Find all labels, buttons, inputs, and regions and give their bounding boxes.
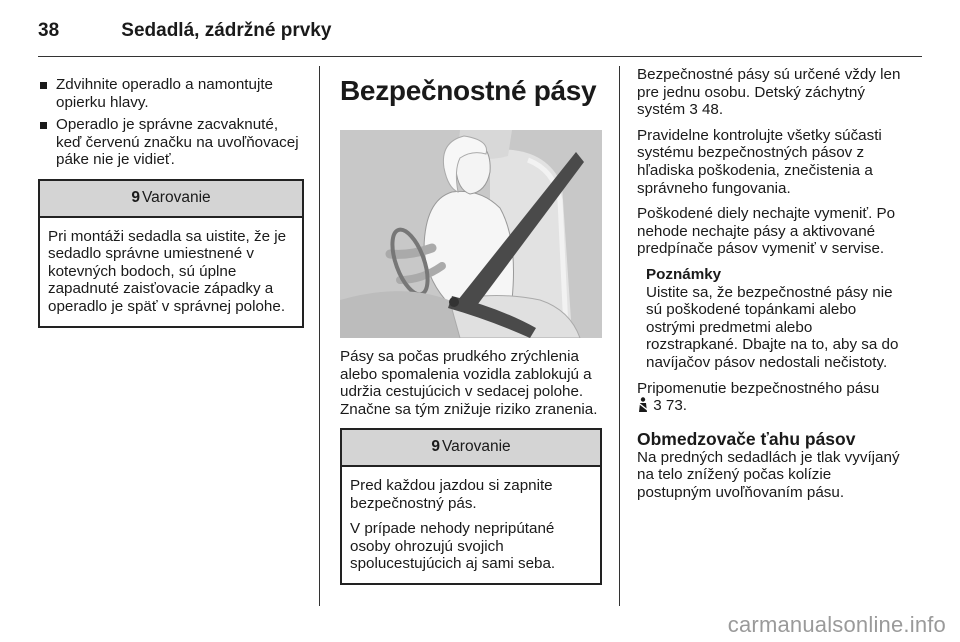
body-text: Pásy sa počas prudkého zrýchlenia alebo spomalenia vozidla zablokujú a udržia cestujúcich v sedacej polohe. Značne sa tým znižuje riziko zranenia.: [340, 348, 598, 418]
warning-icon: 9: [431, 438, 440, 456]
column-divider-1: [319, 66, 320, 606]
body-text: Na predných sedadlách je tlak vyvíjaný na telo znížený počas kolízie postupným uvoľňovaním pásu.: [637, 448, 900, 501]
note-label: Poznámky: [646, 265, 722, 283]
watermark: carmanualsonline.info: [727, 612, 946, 637]
warning-header: [342, 430, 600, 467]
reminder-text: Pripomenutie bezpečnostného pásu: [637, 379, 880, 397]
list-item: Operadlo je správne zacvaknuté, keď červenú značku na uvoľňovacej páke nie je vidieť.: [38, 116, 304, 169]
column-2: [340, 66, 602, 585]
warning-text: Pred každou jazdou si zapnite bezpečnostný pás.: [350, 476, 553, 512]
subheading: Obmedzovače ťahu pásov: [637, 428, 856, 449]
reminder-ref: 3 73.: [653, 397, 688, 415]
warning-body: [40, 218, 302, 326]
warning-icon: 9: [131, 188, 140, 206]
warning-box: [340, 428, 602, 585]
chapter-title: Sedadlá, zádržné prvky: [121, 20, 332, 41]
reminder-paragraph: [637, 380, 907, 415]
body-text: Bezpečnostné pásy sú určené vždy len pre jednu osobu. Detský záchytný systém 3 48.: [637, 66, 901, 119]
warning-title: Varovanie: [141, 188, 211, 206]
note-text: Uistite sa, že bezpečnostné pásy nie sú poškodené topánkami alebo ostrými predmetmi alebo rozstrapkané. Dbajte na to, aby sa do navíjačov pásov nedostali nečistoty.: [646, 283, 899, 371]
header-rule: [38, 56, 922, 57]
warning-text: Pri montáži sedadla sa uistite, že je sedadlo správne umiestnené v kotevných bodoch, sú úplne zapadnuté zaisťovacie západky a operadlo je späť v správnej polohe.: [48, 227, 287, 315]
section-title: Bezpečnostné pásy: [340, 75, 597, 106]
body-text: Poškodené diely nechajte vymeniť. Po nehode nechajte pásy a aktivované predpínače pásov vymeniť v servise.: [637, 205, 896, 258]
column-1: [38, 66, 304, 328]
note-block: [646, 266, 907, 372]
seatbelt-illustration: [340, 130, 602, 338]
warning-text: V prípade nehody nepripútané osoby ohrozujú svojich spolucestujúcich aj sami seba.: [350, 520, 556, 573]
column-divider-2: [619, 66, 620, 606]
page-header: [38, 20, 331, 42]
bullet-list: [38, 76, 304, 169]
seatbelt-reminder-icon: [637, 397, 649, 414]
list-item: Zdvihnite operadlo a namontujte opierku hlavy.: [38, 76, 304, 111]
warning-title: Varovanie: [441, 438, 511, 456]
warning-box: [38, 179, 304, 328]
page-number: 38: [38, 20, 60, 41]
warning-body: [342, 467, 600, 583]
body-text: Pravidelne kontrolujte všetky súčasti systému bezpečnostných pásov z hľadiska poškodenia, znečistenia a správneho fungovania.: [637, 126, 882, 197]
column-3: [637, 66, 907, 509]
warning-header: [40, 181, 302, 218]
